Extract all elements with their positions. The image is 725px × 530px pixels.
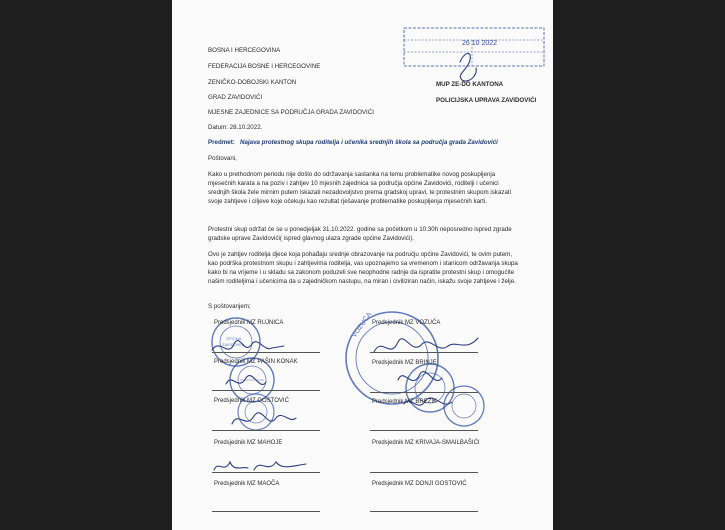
signature-label-brinje: Predsjednik MZ BRINJE: [372, 360, 437, 366]
svg-text:VOZUĆA: VOZUĆA: [350, 311, 374, 340]
signature-line: [370, 430, 478, 431]
signature-label-mahoje: Predsjednik MZ MAHOJE: [214, 440, 283, 446]
closing: S poštovanjem;: [208, 303, 251, 310]
signature-mahoje: [214, 462, 306, 470]
svg-text:ZAVIDOVIĆI: ZAVIDOVIĆI: [222, 342, 245, 347]
paragraph-3: Ovo je zahtjev roditelja djece koja pohađaju srednje obrazovanje na području općine Zavidovići, te ovim putem, kao podrška protestnom skupu i zahtjevima roditelja, vas upoznajemo sa vremenom i stanicom održavanja skupa kako bi na vrijeme i u skladu sa zakonom poduzeli sve neophodne radnje da ispratite protestni skup i omogućite našim roditeljima i učenicima da u zajedničkom nastupu, na miran i civiliziran način, iskažu svoje zahtjeve i želje.: [208, 251, 518, 285]
paragraph-2: Protestni skup održat će se u ponedjeljak 31.10.2022. godine sa početkom u 10:30h neposredno ispred zgrade gradske uprave Zavidovići( ispred glavnog ulaza zgrade općine Zavidovići).: [208, 226, 512, 242]
signature-line: [370, 352, 478, 353]
recipient-line-2: POLICIJSKA UPRAVA ZAVIDOVIĆI: [436, 97, 537, 104]
subject-label: Predmet:: [208, 139, 235, 146]
header-line-1: BOSNA I HERCEGOVINA: [208, 47, 281, 54]
subject-text: Najava protestnog skupa roditelja i učenika srednjih škola sa područja grada Zavidovići: [240, 139, 498, 146]
signature-line: [212, 472, 320, 473]
document-page: [172, 0, 553, 530]
signature-line: [212, 390, 320, 391]
signature-label-rujnica: Predsjednik MZ RUJNICA: [214, 320, 284, 326]
header-line-2: FEDERACIJA BOSNE I HERCEGOVINE: [208, 63, 321, 70]
greeting: Poštovani,: [208, 155, 237, 162]
signature-label-krivaja-smailbasici: Predsjednik MZ KRIVAJA-SMAILBAŠIĆI: [372, 440, 480, 446]
signature-line: [212, 352, 320, 353]
svg-text:OPĆINA: OPĆINA: [226, 336, 242, 341]
header-line-3: ZENIČKO-DOBOJSKI KANTON: [208, 79, 297, 86]
signature-line: [370, 511, 478, 512]
header-line-4: GRAD ZAVIDOVIĆI: [208, 94, 263, 101]
seals-and-signatures: [172, 0, 553, 530]
receipt-stamp-date: 26 10 2022: [462, 40, 498, 47]
signature-line: [212, 511, 320, 512]
recipient-line-1: MUP ZE-DO KANTONA: [436, 81, 504, 88]
signature-label-vozuca: Predsjednik MZ VOZUĆA: [372, 320, 441, 326]
header-line-5: MJESNE ZAJEDNICE SA PODRUČJA GRADA ZAVIDOVIĆI: [208, 109, 374, 116]
signature-label-donji-gostovic: Predsjednik MZ DONJI GOSTOVIĆ: [372, 481, 467, 487]
signature-label-brezik: Predsjednik MZ BREZIK: [372, 399, 438, 405]
signature-line: [370, 392, 478, 393]
signature-line: [212, 430, 320, 431]
signature-line: [370, 472, 478, 473]
signature-label-gostovic: Predsjednik MZ GOSTOVIĆ: [214, 398, 289, 404]
signature-label-maoca: Predsjednik MZ MAOČA: [214, 481, 280, 487]
document-date: Datum: 28.10.2022.: [208, 124, 263, 131]
paragraph-1: Kako u prethodnom periodu nije došlo do održavanja sastanka na temu problematike novog poskupljenja mjesečnih karata a na poziv i zahtjev 10 mjesnih zajednica sa područja općine Zavidovići, roditelji i učenici srednjih škola žele mirnim putem iskazati nezadovoljstvo prema gradskoj upravi, te protestnim skupom iskazati svoje zahtjeve i ciljeve koje očekuju kao rezultat rješavanje problematike poskupljenja mjesečnih karti.: [208, 171, 511, 205]
signature-label-pasin-konak: Predsjednik MZ PAŠIN KONAK: [214, 359, 298, 365]
